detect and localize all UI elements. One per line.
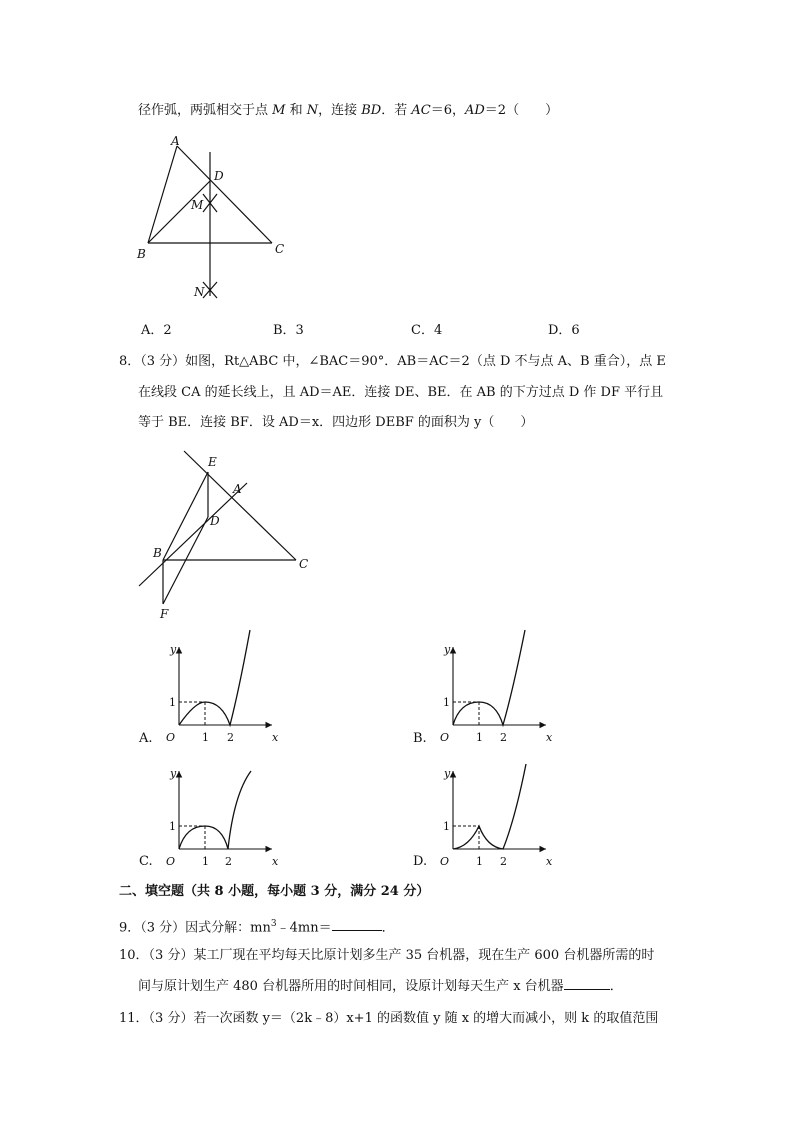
graph-b-1y: 1: [443, 696, 450, 709]
graph-d-O: O: [440, 855, 450, 868]
q7-stem: 径作弧，两弧相交于点 M 和 N，连接 BD．若 AC＝6，AD＝2（ ）: [138, 103, 559, 118]
graph-c: [166, 767, 279, 868]
graph-a: [166, 630, 279, 744]
q9: 9．（3 分）因式分解：$mn^3﹣4mn=$ ．: [119, 919, 395, 936]
graph-c-curve: [179, 771, 251, 849]
graph-b-2x: 2: [500, 731, 507, 744]
graph-b-y: y: [444, 643, 451, 656]
q7-option-a[interactable]: A．2: [141, 323, 172, 338]
graph-a-x: x: [272, 731, 279, 744]
q7-label-C: C: [275, 242, 285, 256]
q7-label-M: M: [191, 198, 204, 212]
q11-line-1: 11．（3 分）若一次函数 y＝（2k﹣8）x+1 的函数值 y 随 x 的增大而减小，则 k 的取值范围: [119, 1011, 659, 1026]
q8-label-F: F: [160, 607, 169, 621]
q9-answer-blank[interactable]: [332, 918, 382, 931]
graph-b-1x: 1: [476, 731, 483, 744]
q7-label-B: B: [137, 247, 146, 261]
graph-a-2x: 2: [227, 731, 234, 744]
q7-option-d[interactable]: D．6: [548, 323, 580, 338]
q8-label-B: B: [153, 546, 162, 560]
graph-c-x: x: [272, 855, 279, 868]
q8-line-2: 在线段 CA 的延长线上，且 AD＝AE．连接 DE、BE．在 AB 的下方过点 D 作 DF 平行且: [138, 385, 664, 400]
q8-option-c[interactable]: C.: [139, 854, 153, 869]
graph-a-curve: [179, 630, 250, 725]
graph-c-1x: 1: [202, 855, 209, 868]
q7-option-c[interactable]: C．4: [411, 323, 443, 338]
graph-b-O: O: [440, 731, 450, 744]
q7-label-A: A: [171, 134, 180, 148]
graph-d-y: y: [444, 767, 451, 780]
graph-c-1y: 1: [169, 820, 176, 833]
q8-label-C: C: [299, 557, 309, 571]
q8-option-d[interactable]: D.: [413, 854, 428, 869]
graph-a-y: y: [170, 643, 177, 656]
graph-c-O: O: [166, 855, 176, 868]
q7-label-D: D: [214, 169, 224, 183]
graph-d-2x: 2: [500, 855, 507, 868]
q10-answer-blank[interactable]: [564, 977, 610, 990]
graph-b-curve: [453, 630, 525, 725]
graph-a-1x: 1: [202, 731, 209, 744]
graph-c-2x: 2: [225, 855, 232, 868]
q8-line-3: 等于 BE．连接 BF．设 AD＝x．四边形 DEBF 的面积为 y（ ）: [138, 415, 534, 430]
q8-label-E: E: [208, 455, 217, 469]
graph-a-1y: 1: [169, 696, 176, 709]
section-2-title: 二、填空题（共 8 小题，每小题 3 分，满分 24 分）: [119, 884, 430, 899]
graph-d-x: x: [546, 855, 553, 868]
q7-label-N: N: [194, 285, 205, 299]
graph-d: [440, 764, 553, 868]
q8-option-b[interactable]: B.: [413, 731, 427, 746]
graph-a-O: O: [166, 731, 176, 744]
graph-c-y: y: [170, 767, 177, 780]
graph-d-curve: [453, 764, 526, 849]
q10-line-1: 10．（3 分）某工厂现在平均每天比原计划多生产 35 台机器，现在生产 600 台机器所需的时: [119, 948, 655, 963]
q8-label-D: D: [210, 514, 220, 528]
graph-d-1y: 1: [443, 820, 450, 833]
q7-option-b[interactable]: B．3: [273, 323, 304, 338]
q8-label-A: A: [233, 482, 242, 496]
graph-b-x: x: [546, 731, 553, 744]
graph-d-1x: 1: [476, 855, 483, 868]
q8-line-1: 8．（3 分）如图，Rt△ABC 中，∠BAC＝90°．AB＝AC＝2（点 D 不与点 A、B 重合），点 E: [119, 354, 666, 369]
q10-line-2: 间与原计划生产 480 台机器所用的时间相同，设原计划每天生产 x 台机器 ．: [138, 979, 623, 994]
q8-option-a[interactable]: A.: [139, 731, 153, 746]
graph-b: [440, 630, 553, 744]
